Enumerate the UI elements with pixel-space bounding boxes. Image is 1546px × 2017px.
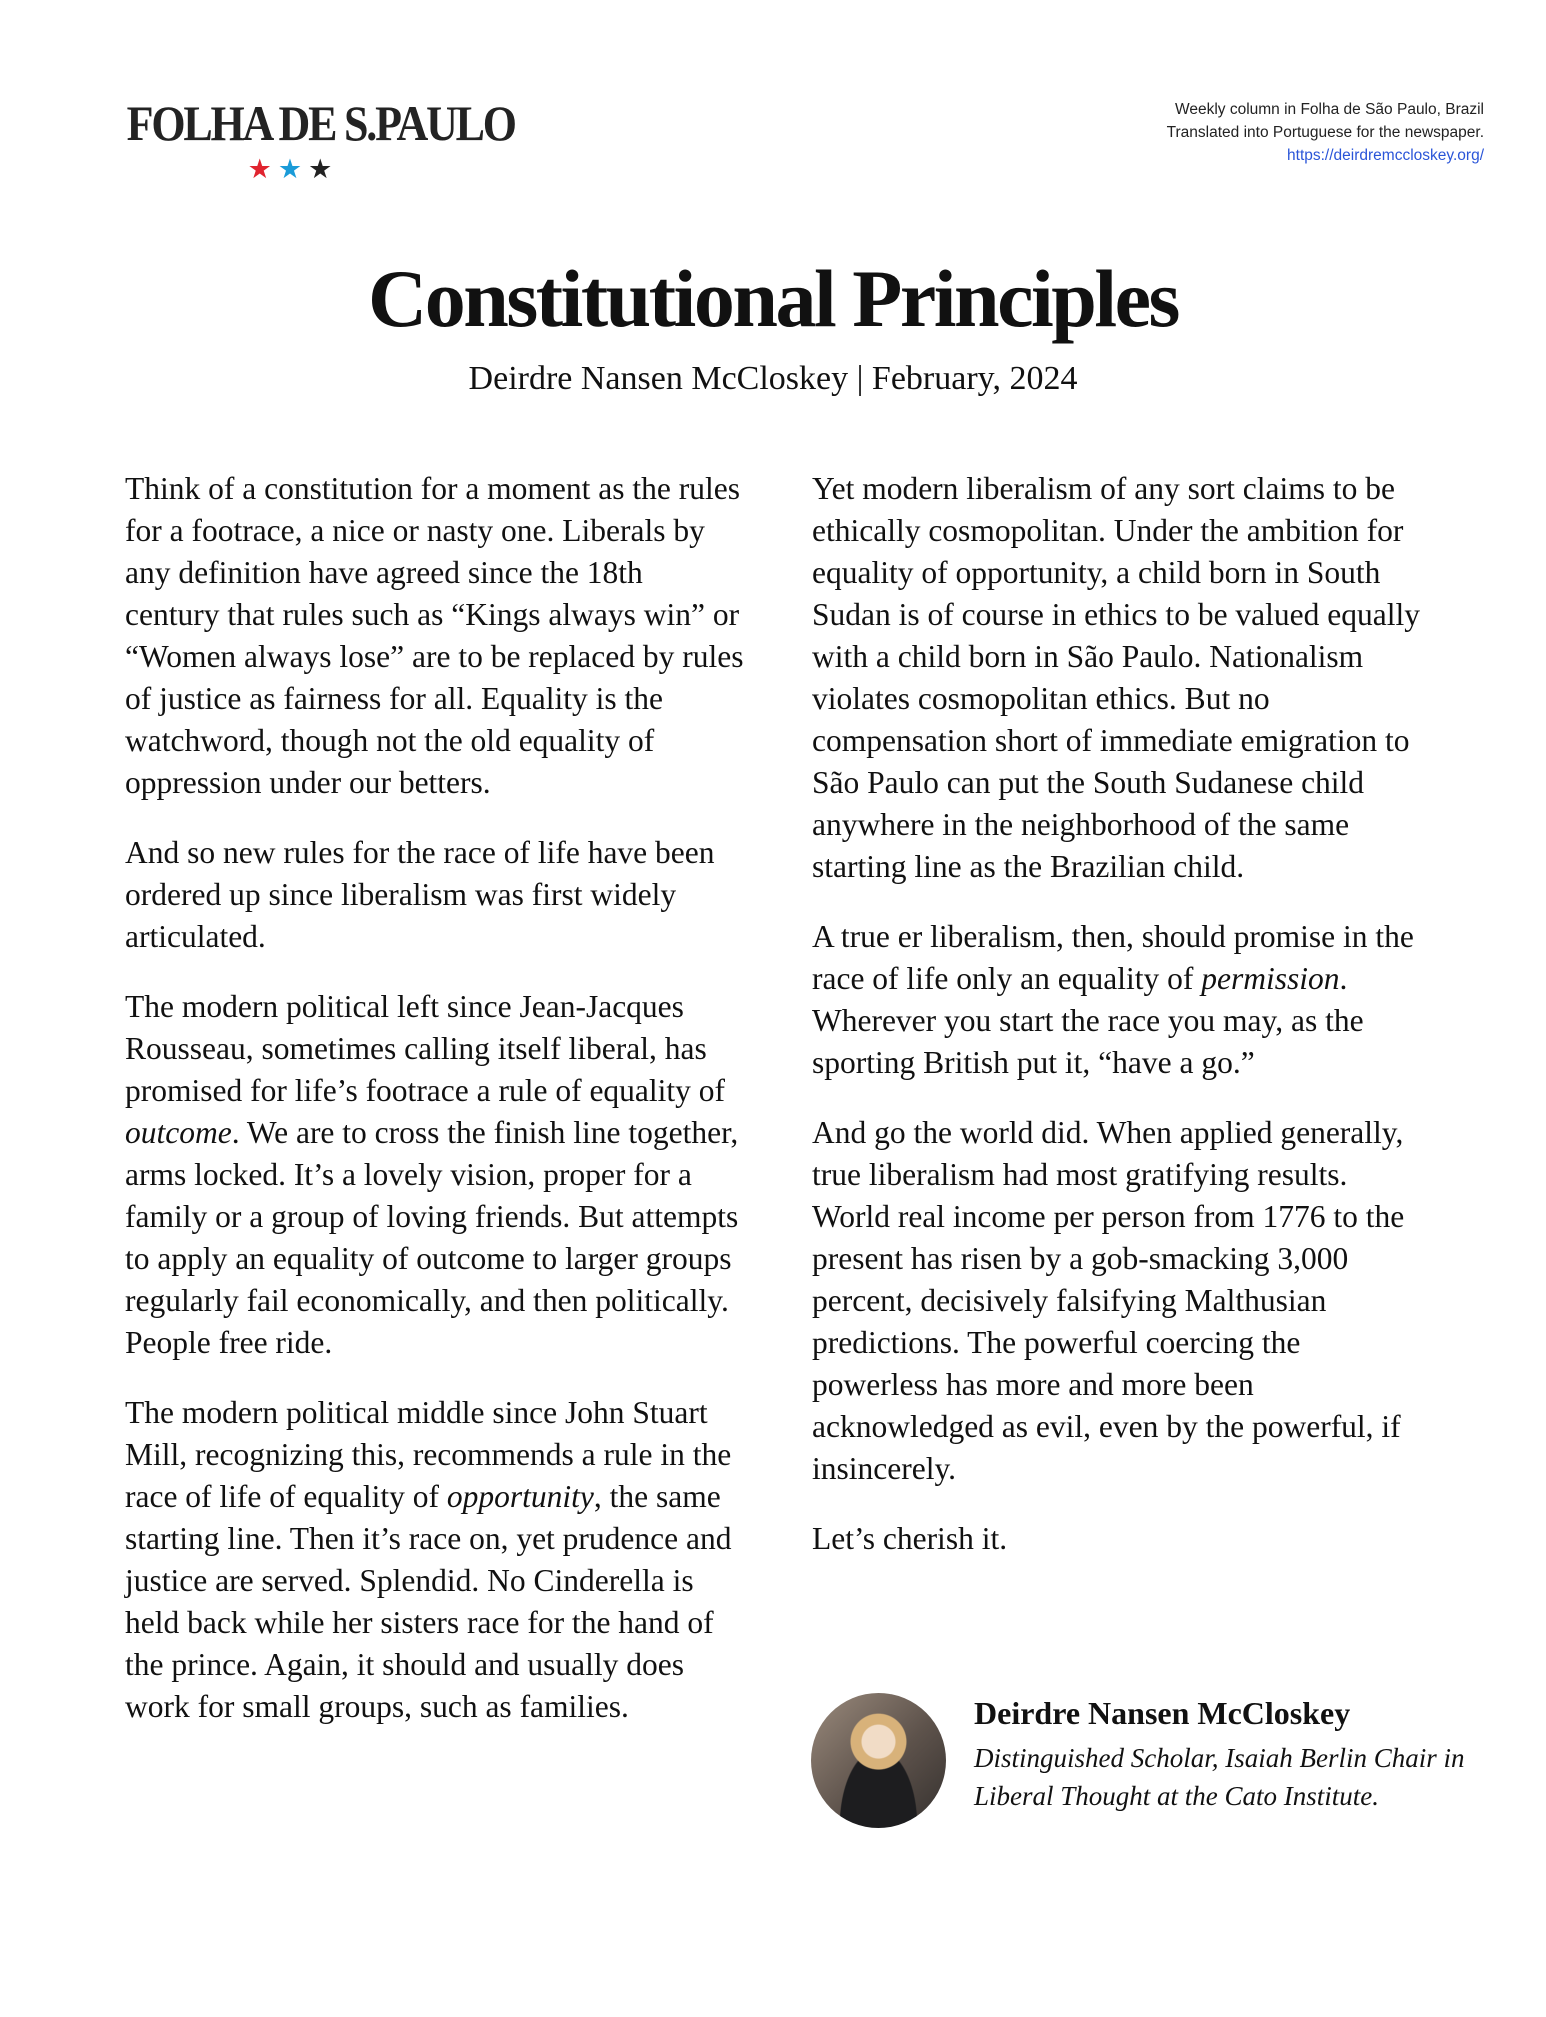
emphasis-text: permission [1201, 961, 1340, 996]
emphasis-text: outcome [125, 1115, 232, 1150]
column-info-line1: Weekly column in Folha de São Paulo, Brazil [1174, 101, 1484, 118]
paragraph: And so new rules for the race of life have been ordered up since liberalism was first widely articulated. [125, 835, 715, 954]
author-title: Distinguished Scholar, Isaiah Berlin Chair in Liberal Thought at the Cato Institute. [974, 1743, 1465, 1811]
paragraph-text: , the same starting line. Then it’s race on, yet prudence and justice are served. Splendid. No Cinderella is held back while her sisters race for the hand of the prince. Again, it should and usually does work for small groups, such as families. [125, 1479, 732, 1724]
article-title: Constitutional Principles [368, 253, 1178, 344]
paragraph-text: . We are to cross the finish line together, arms locked. It’s a lovely vision, proper for a family or a group of loving friends. But attempts to apply an equality of outcome to larger groups regularly fail economically, and then politically. People free ride. [125, 1115, 739, 1360]
paragraph-text: The modern political left since Jean-Jacques Rousseau, sometimes calling itself liberal, has promised for life’s footrace a rule of equality of [125, 989, 726, 1108]
author-name: Deirdre Nansen McCloskey [974, 1695, 1351, 1731]
article-byline: Deirdre Nansen McCloskey | February, 2024 [468, 360, 1078, 397]
red-star-icon: ★ [247, 154, 278, 185]
author-card [811, 1693, 1491, 1833]
column-info [1167, 98, 1484, 167]
paragraph [812, 916, 1432, 1084]
paragraph [125, 986, 745, 1364]
author-avatar [811, 1693, 946, 1828]
website-link[interactable]: https://deirdremccloskey.org/ [1287, 147, 1484, 164]
paragraph: Think of a constitution for a moment as the rules for a footrace, a nice or nasty one. Liberals by any definition have agreed since the 18th century that rules such as “Kings always win” or “Women always lose” are to be replaced by rules of justice as fairness for all. Equality is the watchword, though not the old equality of oppression under our betters. [125, 471, 744, 800]
paragraph: Yet modern liberalism of any sort claims to be ethically cosmopolitan. Under the ambition for equality of opportunity, a child born in South Sudan is of course in ethics to be valued equally with a child born in São Paulo. Nationalism violates cosmopolitan ethics. But no compensation short of immediate emigration to São Paulo can put the South Sudanese child anywhere in the neighborhood of the same starting line as the Brazilian child. [812, 471, 1420, 884]
column-info-line2: Translated into Portuguese for the newspaper. [1166, 124, 1484, 141]
paragraph-text: A true er liberalism, then, should promise in the race of life only an equality of [812, 919, 1414, 996]
paragraph: Let’s cherish it. [812, 1521, 1008, 1556]
left-column [125, 468, 745, 1756]
dark-star-icon: ★ [308, 154, 339, 185]
logo-stars [104, 156, 482, 183]
paragraph-text: . Wherever you start the race you may, as the sporting British put it, “have a go.” [812, 961, 1364, 1080]
blue-star-icon: ★ [277, 154, 309, 185]
paragraph: And go the world did. When applied generally, true liberalism had most gratifying results. World real income per person from 1776 to the present has risen by a gob-smacking 3,000 percent, decisively falsifying Malthusian predictions. The powerful coercing the powerless has more and more been acknowledged as evil, even by the powerful, if insincerely. [812, 1115, 1405, 1486]
logo-text: FOLHA DE S.PAULO [126, 95, 515, 151]
right-column [812, 468, 1432, 1588]
folha-logo [104, 95, 515, 185]
paragraph-text: The modern political middle since John Stuart Mill, recognizing this, recommends a rule in the race of life of equality of [125, 1395, 732, 1514]
paragraph [125, 1392, 745, 1728]
emphasis-text: opportunity [446, 1479, 594, 1514]
